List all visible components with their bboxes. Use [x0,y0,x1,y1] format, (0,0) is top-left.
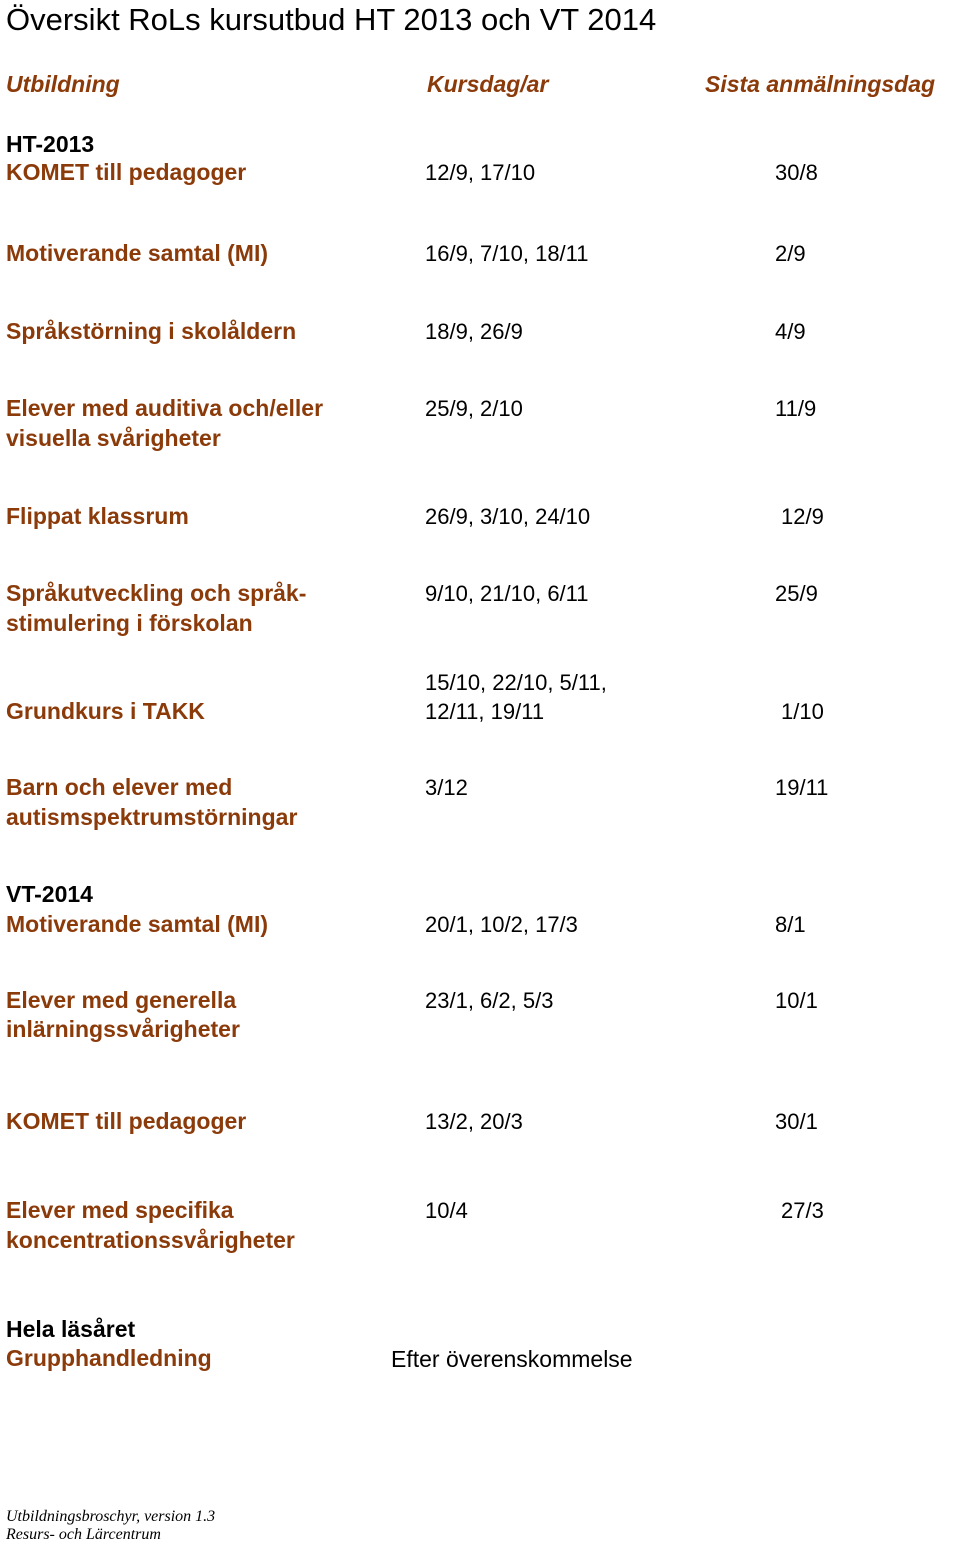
course-deadline: 2/9 [775,241,806,266]
course-name: Elever med generella [6,987,237,1013]
course-name: Språkutveckling och språk- [6,580,307,606]
course-name: KOMET till pedagoger [6,1108,247,1134]
course-dates: 15/10, 22/10, 5/11, [425,670,607,695]
term-label-vt: VT-2014 [6,881,93,907]
footer-version: Utbildningsbroschyr, version 1.3 [6,1508,216,1525]
course-name: Språkstörning i skolåldern [6,318,297,344]
course-dates: 26/9, 3/10, 24/10 [425,504,591,529]
course-dates: 13/2, 20/3 [425,1109,523,1134]
footer-org: Resurs- och Lärcentrum [6,1526,161,1543]
course-name-cont: inlärningssvårigheter [6,1016,240,1042]
course-name: Motiverande samtal (MI) [6,911,268,937]
course-name: Grupphandledning [6,1345,212,1371]
course-dates: 25/9, 2/10 [425,396,523,421]
header-deadline: Sista anmälningsdag [705,71,936,97]
course-dates: 12/9, 17/10 [425,160,536,185]
term-label-ht: HT-2013 [6,131,95,157]
course-name-cont: stimulering i förskolan [6,610,253,636]
course-name: Elever med auditiva och/eller [6,395,324,421]
course-deadline: 4/9 [775,319,806,344]
course-dates-cont: 12/11, 19/11 [425,699,545,724]
course-deadline: 11/9 [775,396,817,421]
header-days: Kursdag/ar [427,71,549,97]
course-dates: 18/9, 26/9 [425,319,523,344]
course-name: Motiverande samtal (MI) [6,240,268,266]
course-deadline: 12/9 [781,504,824,529]
course-dates: Efter överenskommelse [391,1346,633,1372]
course-dates: 9/10, 21/10, 6/11 [425,581,589,606]
course-dates: 16/9, 7/10, 18/11 [425,241,589,266]
course-dates: 20/1, 10/2, 17/3 [425,912,578,937]
course-deadline: 30/8 [775,160,818,185]
course-deadline: 10/1 [775,988,818,1013]
course-dates: 10/4 [425,1198,468,1223]
term-label-year: Hela läsåret [6,1316,136,1342]
course-name-cont: autismspektrumstörningar [6,804,298,830]
page-title: Översikt RoLs kursutbud HT 2013 och VT 2014 [6,2,657,37]
header-course: Utbildning [6,71,120,97]
course-name-cont: visuella svårigheter [6,425,221,451]
course-name: Grundkurs i TAKK [6,698,205,724]
course-deadline: 19/11 [775,775,829,800]
course-name: Elever med specifika [6,1197,234,1223]
course-deadline: 1/10 [781,699,824,724]
course-dates: 23/1, 6/2, 5/3 [425,988,554,1013]
course-name: KOMET till pedagoger [6,159,247,185]
course-deadline: 30/1 [775,1109,818,1134]
course-name-cont: koncentrationssvårigheter [6,1227,295,1253]
course-deadline: 27/3 [781,1198,824,1223]
course-deadline: 8/1 [775,912,806,937]
course-name: Barn och elever med [6,774,233,800]
course-deadline: 25/9 [775,581,818,606]
course-dates: 3/12 [425,775,468,800]
course-name: Flippat klassrum [6,503,189,529]
